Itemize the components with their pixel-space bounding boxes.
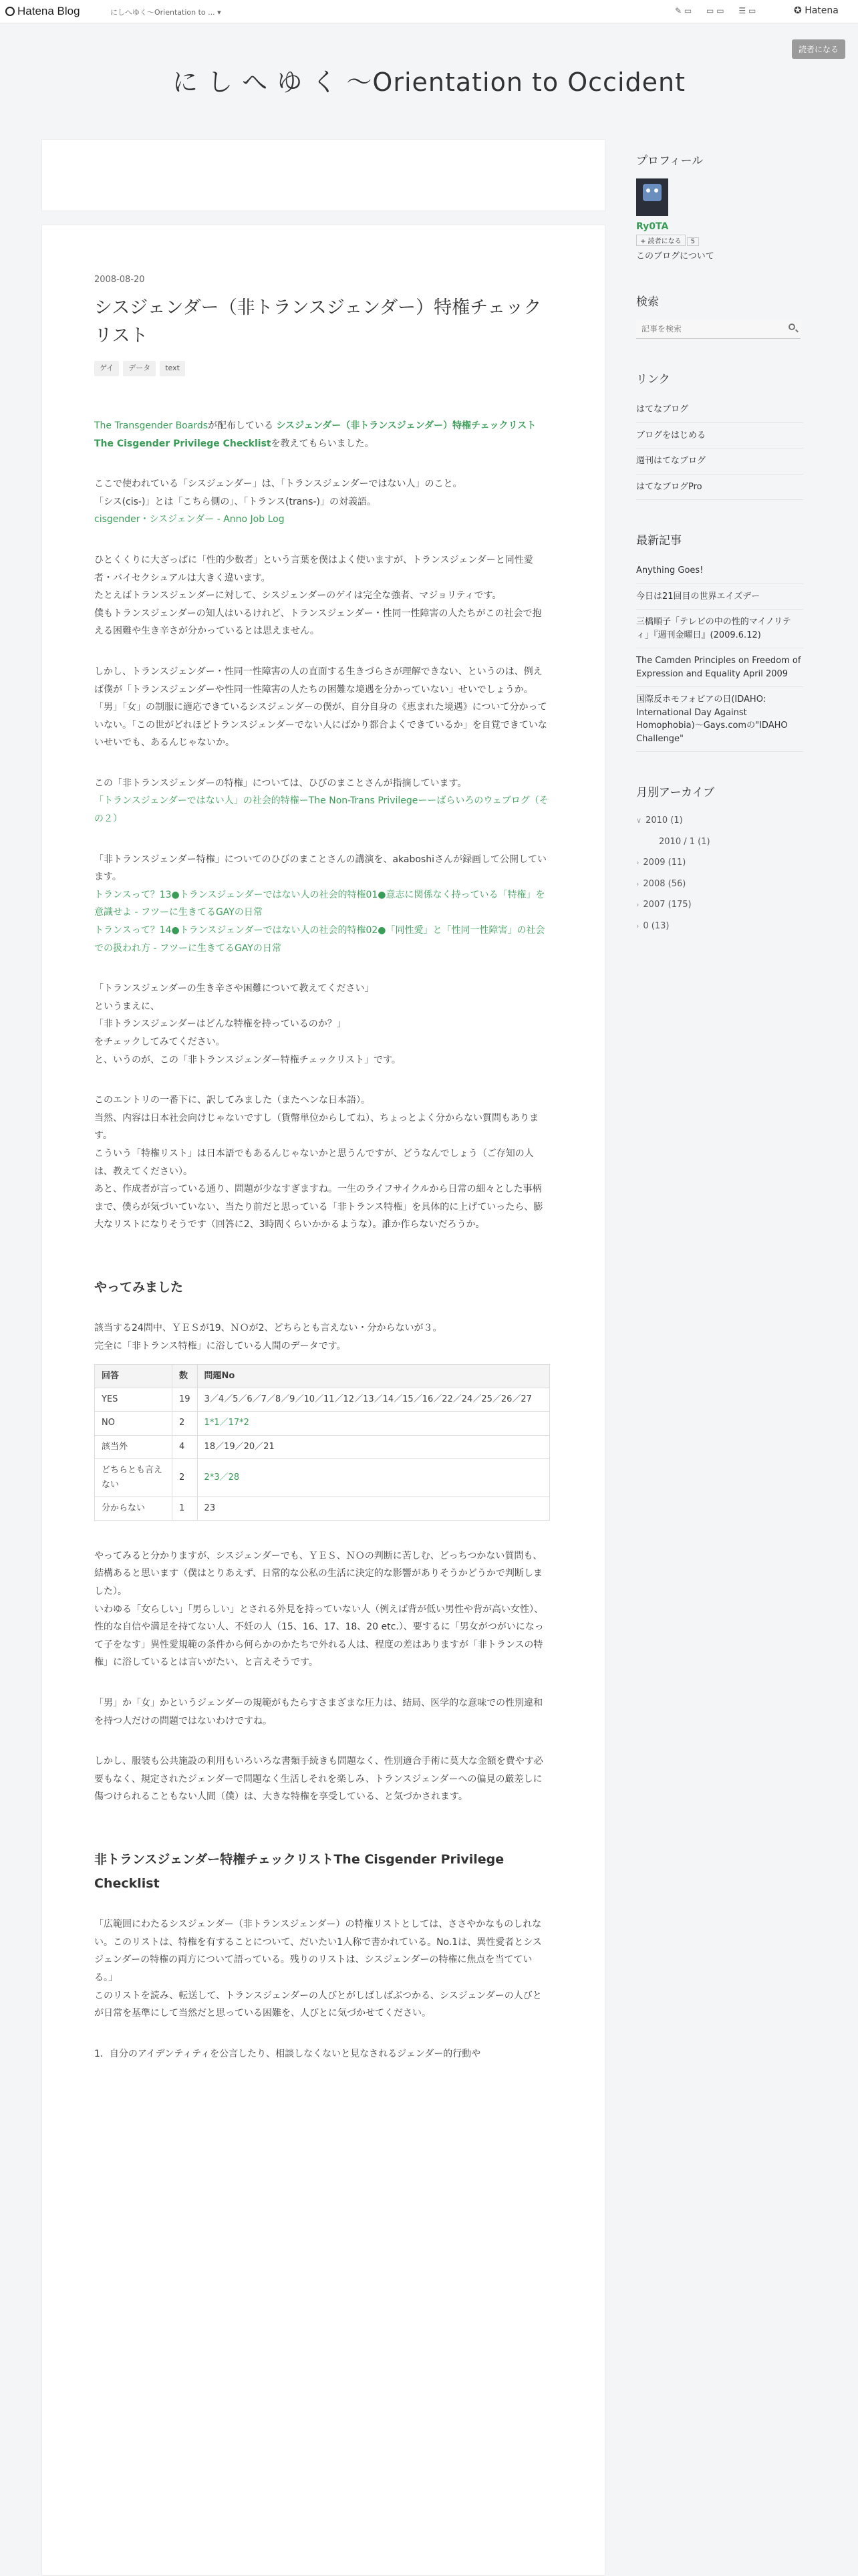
paragraph-cis-definition: ここで使われている「シスジェンダー」は、「トランスジェンダーではない人」のこと。 「シス(cis-)」とは「こちら側の」、「トランス(trans-)」の対義語。 cisgender・シスジェンダー - Anno Job Log xyxy=(94,479,462,525)
recent-heading: 最新記事 xyxy=(636,534,682,547)
paragraph-9: 該当する24問中、ＹＥＳが19、ＮＯが2、どちらとも言えない・分からないが３。 完全に「非トランス特権」に浴している人間のデータです。 xyxy=(94,1323,442,1351)
hatena-logo-icon xyxy=(5,7,15,16)
table-cell: どちらとも言えない xyxy=(95,1458,172,1497)
chevron-right-icon[interactable]: › xyxy=(636,879,639,888)
global-header xyxy=(0,0,858,23)
link-anno-job-log[interactable]: cisgender・シスジェンダー - Anno Job Log xyxy=(94,514,285,525)
archive-year-2007[interactable]: › 2007 (175) xyxy=(636,900,692,910)
archive-month-2010-1[interactable]: 2010 / 1 (1) xyxy=(659,836,710,847)
paragraph-14: 1．自分のアイデンティティを公言したり、相談しなくないと見なされるジェンダー的行動や xyxy=(94,2048,481,2059)
table-row xyxy=(95,1497,550,1520)
table-row xyxy=(95,1435,550,1458)
paragraph-intro: The Transgender Boardsが配布している シスジェンダー（非トランスジェンダー）特権チェックリストThe Cisgender Privilege Checklistを教えてもらいました。 xyxy=(94,420,537,449)
table-cell: 2 xyxy=(172,1458,198,1497)
archive-year-0[interactable]: › 0 (13) xyxy=(636,920,670,931)
archive-module xyxy=(636,783,803,936)
tag-text[interactable]: text xyxy=(160,361,185,376)
chevron-right-icon[interactable]: › xyxy=(636,858,639,867)
paragraph-4: しかし、トランスジェンダー・性同一性障害の人の直面する生きづらさが理解できない、というのは、例えば僕が「トランスジェンダーや性同一性障害の人たちの困難な境遇を分かっていない」せいでしょうか。 「男」「女」の制服に適応できているシスジェンダーの僕が、自分自身の《恵まれた境遇》について分かっていない。「この世がどれほどトランスジェンダーでない人にばかり都合よくできているか」を自覚できていないせいでも、あるんじゃないか。 xyxy=(94,666,547,749)
search-icon[interactable] xyxy=(789,324,795,330)
table-cell: NO xyxy=(95,1412,172,1435)
entry-title[interactable]: シスジェンダー（非トランスジェンダー）特権チェックリスト xyxy=(94,297,542,346)
avatar-eye-icon xyxy=(654,188,658,192)
recent-entry-link[interactable]: 今日は21回目の世界エイズデー xyxy=(636,584,803,610)
sidebar xyxy=(636,151,803,967)
plus-icon: + xyxy=(640,238,646,245)
paragraph-12: しかし、服装も公共施設の利用もいろいろな書類手続きも問題なく、性別適合手術に莫大な金額を費やす必要もなく、規定されたジェンダーで問題なく生活しそれを楽しみ、トランスジェンダーへの偏見の厳差しに傷つけられることもない人間（僕）は、大きな特権を享受している、と気づかされます。 xyxy=(94,1756,543,1803)
recent-entries-module xyxy=(636,531,803,752)
table-cell: 19 xyxy=(172,1388,198,1412)
table-header: 問題No xyxy=(197,1365,549,1388)
table-cell: 該当外 xyxy=(95,1435,172,1458)
chevron-right-icon[interactable]: › xyxy=(636,921,639,930)
entry-body xyxy=(94,272,550,2085)
paragraph-13: 「広範囲にわたるシスジェンダー（非トランスジェンダー）の特権リストとしては、ささやかなものしれない。このリストは、特権を有することについて、だいたい1人称で書かれている。No.1は、異性愛者とシスジェンダーの特権の両方について語っている。残りのリストは、シスジェンダーの特権に焦点を当てている。」 このリストを読み、転送して、トランスジェンダーの人びとがしばしばぶつかる、シスジェンダーの人びとが日常を基準にして当然だと思っている困難を、人びとに気づかせてください。 xyxy=(94,1919,542,2019)
search-heading: 検索 xyxy=(636,295,659,309)
table-row xyxy=(95,1412,550,1435)
archive-year-2010[interactable]: ∨ 2010 (1) xyxy=(636,815,683,825)
table-cell: 23 xyxy=(197,1497,549,1520)
hatena-icon: ✪ xyxy=(794,5,802,16)
entry-article xyxy=(41,225,605,2576)
profile-module xyxy=(636,151,803,261)
table-row xyxy=(95,1388,550,1412)
search-input[interactable] xyxy=(636,319,776,338)
link-akaboshi-13[interactable]: トランスって？13●トランスジェンダーではない人の社会的特権01●意志に関係なく持っている「特権」を意識せよ - フツーに生きてるGAYの日常 xyxy=(94,889,545,918)
tag-gay[interactable]: ゲイ xyxy=(94,361,119,376)
link-checklist[interactable]: シスジェンダー（非トランスジェンダー）特権チェックリストThe Cisgender Privilege Checklist xyxy=(94,420,537,449)
chevron-right-icon[interactable]: › xyxy=(636,900,639,909)
table-cell: 2 xyxy=(172,1412,198,1435)
hatena-blog-logo[interactable]: Hatena Blog xyxy=(5,5,80,18)
footnote-link[interactable]: 1*1／17*2 xyxy=(204,1418,249,1428)
follower-count: 5 xyxy=(687,237,699,246)
paragraph-5: この「非トランスジェンダーの特権」については、ひびのまことさんが指摘しています。 「トランスジェンダーではない人」の社会的特権ーThe Non-Trans Privilegeーーばらいろのウェブログ（その２） xyxy=(94,777,549,825)
search-box xyxy=(636,319,801,339)
entry-tags xyxy=(94,359,550,377)
toolbar xyxy=(675,6,768,15)
menu-icon[interactable]: ☰ ▭ xyxy=(738,6,756,15)
tag-data[interactable]: データ xyxy=(123,361,156,376)
profile-heading: プロフィール xyxy=(636,154,704,168)
link-barairo[interactable]: 「トランスジェンダーではない人」の社会的特権ーThe Non-Trans Privilegeーーばらいろのウェブログ（その２） xyxy=(94,795,549,825)
table-cell: YES xyxy=(95,1388,172,1412)
manage-icon[interactable]: ▭ ▭ xyxy=(706,6,724,15)
link-transgender-boards[interactable]: The Transgender Boards xyxy=(94,420,208,431)
link-akaboshi-14[interactable]: トランスって？14●トランスジェンダーではない人の社会的特権02●「同性愛」と「性同一性障害」の社会での扱われ方 - フツーに生きてるGAYの日常 xyxy=(94,925,545,954)
archive-year-2008[interactable]: › 2008 (56) xyxy=(636,878,686,889)
blog-title[interactable]: に し へ ゆ く 〜Orientation to Occident xyxy=(172,68,686,97)
avatar-eye-icon xyxy=(646,188,650,192)
entry-date[interactable]: 2008-08-20 xyxy=(94,275,145,285)
link-item[interactable]: 週刊はてなブログ xyxy=(636,448,803,475)
table-cell xyxy=(197,1412,549,1435)
archive-heading: 月別アーカイブ xyxy=(636,786,715,799)
archive-year-2009[interactable]: › 2009 (11) xyxy=(636,858,686,868)
table-cell: 4 xyxy=(172,1435,198,1458)
edit-icon[interactable]: ✎ ▭ xyxy=(675,6,692,15)
heading-tried: やってみました xyxy=(94,1279,184,1295)
blog-switcher[interactable]: にしへゆく〜Orientation to ... ▾ xyxy=(110,8,221,17)
table-cell: 3／4／5／6／7／8／9／10／11／12／13／14／15／16／22／24／25／26／27 xyxy=(197,1388,549,1412)
paragraph-3: ひとくくりに大ざっぱに「性的少数者」という言葉を僕はよく使いますが、トランスジェンダーと同性愛者・バイセクシュアルは大きく違います。 たとえばトランスジェンダーに対して、シスジェンダーのゲイは完全な強者、マジョリティです。 僕もトランスジェンダーの知人はいるけれど、トランスジェンダー・性同一性障害の人たちがこの社会で抱える困難や生き辛さが分かっているとは思えません。 xyxy=(94,554,542,637)
paragraph-10: やってみると分かりますが、シスジェンダーでも、ＹＥＳ、ＮＯの判断に苦しむ、どっちつかない質問も、結構あると思います（僕はとりあえず、日常的な公私の生活に決定的な影響がありそうかどうかで判断しました）。 いわゆる「女らしい」「男らしい」とされる外見を持っていない人（例えば背が低い男性や背が高い女性）、性的な自信や満足を持てない人、不妊の人（15、16、17、18、20 etc.）、要するに「男女がつがいになって子をなす」異性愛規範の条件から何らかのかたちで外れる人は、程度の差はありますが「非トランスの特権」に浴しているとは言いがたい、と言えそうです。 xyxy=(94,1550,544,1668)
chevron-down-icon: ▾ xyxy=(217,8,221,17)
follow-button[interactable]: + 読者になる xyxy=(636,235,686,246)
recent-entry-link[interactable]: 国際反ホモフォビアの日(IDAHO: International Day Against Homophobia)〜Gays.comの"IDAHO Challenge" xyxy=(636,687,803,752)
hatena-account-link[interactable]: ✪ Hatena xyxy=(794,5,839,16)
link-item[interactable]: はてなブログPro xyxy=(636,475,803,501)
paragraph-7: 「トランスジェンダーの生き辛さや困難について教えてください」 というまえに、 「非トランスジェンダーはどんな特権を持っているのか？」 をチェックしてみてください。 と、いうのが、この「非トランスジェンダー特権チェックリスト」です。 xyxy=(94,983,401,1065)
paragraph-6: 「非トランスジェンダー特権」についてのひびのまことさんの講演を、akaboshiさんが録画して公開しています。 トランスって？13●トランスジェンダーではない人の社会的特権01●意志に関係なく持っている「特権」を意識せよ - フツーに生きてるGAYの日常 トランスって？14●トランスジェンダーではない人の社会的特権02●「同性愛」と「性同一性障害」の社会での扱われ方 - フツーに生きてるGAYの日常 xyxy=(94,854,547,954)
avatar-face-icon xyxy=(643,184,662,201)
paragraph-11: 「男」か「女」かというジェンダーの規範がもたらすさまざまな圧力は、結局、医学的な意味での性別違和を持つ人だけの問題ではないわけですね。 xyxy=(94,1698,543,1726)
profile-username[interactable]: Ry0TA xyxy=(636,221,669,232)
links-module xyxy=(636,370,803,500)
about-blog-link[interactable]: このブログについて xyxy=(636,251,714,261)
ad-slot xyxy=(41,139,605,211)
table-cell: 18／19／20／21 xyxy=(197,1435,549,1458)
table-cell: 分からない xyxy=(95,1497,172,1520)
table-cell xyxy=(197,1458,549,1497)
table-cell: 1 xyxy=(172,1497,198,1520)
subscribe-button[interactable]: 読者になる xyxy=(792,39,845,59)
table-row xyxy=(95,1458,550,1497)
table-header: 数 xyxy=(172,1365,198,1388)
link-item[interactable]: はてなブログ xyxy=(636,397,803,423)
avatar[interactable] xyxy=(636,178,668,216)
table-header: 回答 xyxy=(95,1365,172,1388)
results-table xyxy=(94,1364,550,1521)
recent-entry-link[interactable]: 三橋順子「テレビの中の性的マイノリティ」『週刊金曜日』(2009.6.12) xyxy=(636,610,803,648)
search-module xyxy=(636,292,803,339)
chevron-down-icon[interactable]: ∨ xyxy=(636,816,642,825)
links-heading: リンク xyxy=(636,373,670,386)
heading-checklist: 非トランスジェンダー特権チェックリストThe Cisgender Privilege Checklist xyxy=(94,1852,505,1892)
table-header-row xyxy=(95,1365,550,1388)
recent-entry-link[interactable]: The Camden Principles on Freedom of Expression and Equality April 2009 xyxy=(636,648,803,687)
link-item[interactable]: ブログをはじめる xyxy=(636,423,803,449)
footnote-link[interactable]: 2*3／28 xyxy=(204,1472,240,1483)
paragraph-8: このエントリの一番下に、訳してみました（またヘンな日本語）。 当然、内容は日本社会向けじゃないですし（貨幣単位からしてね）、ちょっとよく分からない質問もあります。 こういう「特権リスト」は日本語でもあるんじゃないかと思うんですが、どうなんでしょう（ご存知の人は、教えてください）。 あと、作成者が言っている通り、問題が少なすぎますね。一生のライフサイクルから日常の細々とした事柄まで、僕らが気づいていない、当たり前だと思っている「非トランス特権」を具体的に上げていったら、膨大なリストになりそうです（回答に2、3時間くらいかかるような）。誰か作らないだろうか。 xyxy=(94,1095,543,1231)
recent-entry-link[interactable]: Anything Goes! xyxy=(636,558,803,584)
